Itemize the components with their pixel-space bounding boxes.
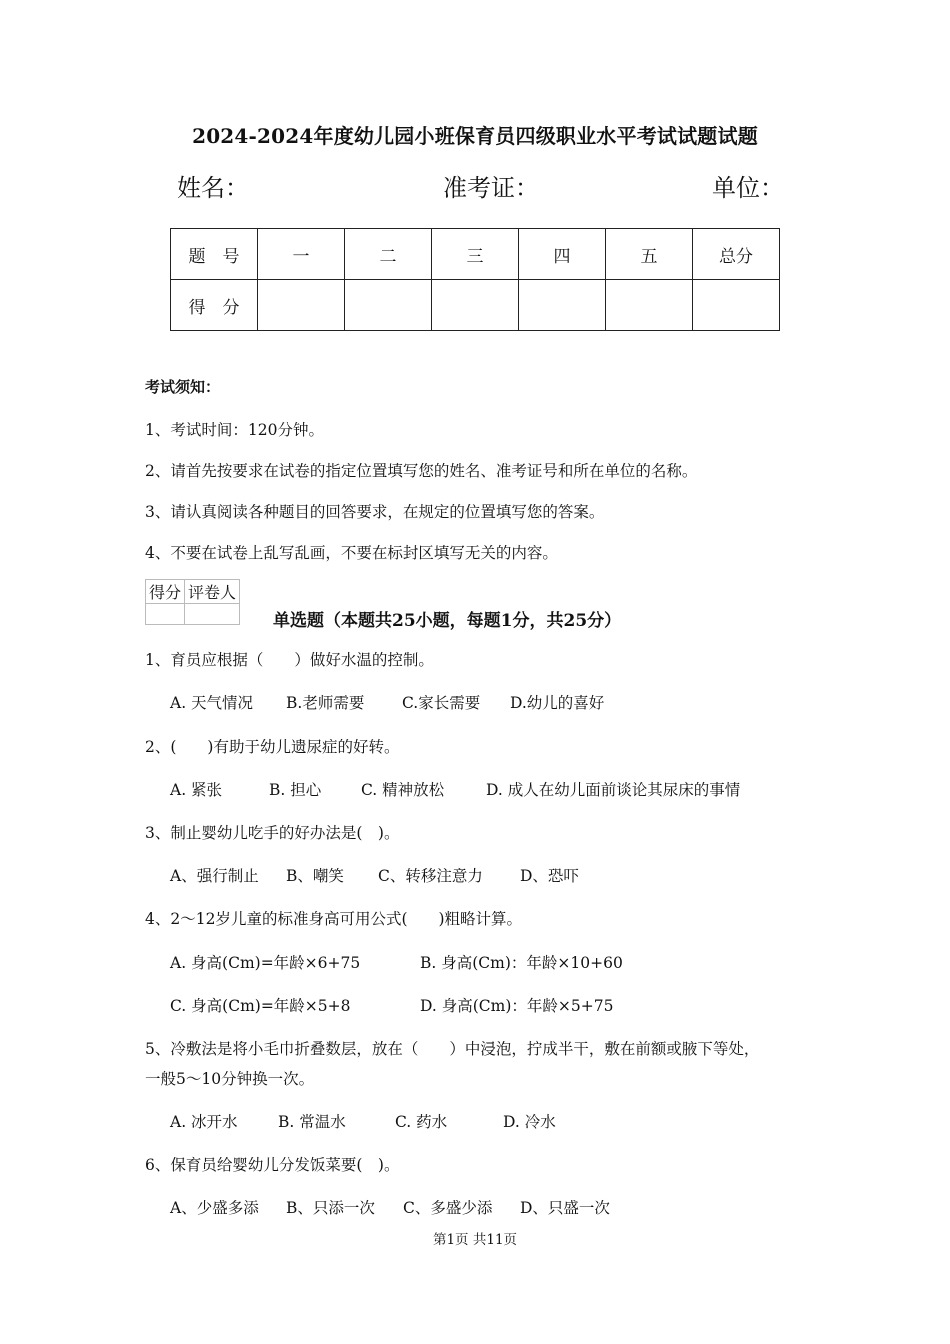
score-cell[interactable] bbox=[693, 280, 780, 331]
score-table bbox=[170, 228, 780, 331]
score-cell[interactable] bbox=[432, 280, 519, 331]
score-header-cell: 题 号 bbox=[171, 229, 258, 280]
option[interactable]: B. 常温水 bbox=[278, 1113, 346, 1131]
grader-name-cell[interactable] bbox=[185, 604, 240, 625]
score-table-score-row bbox=[171, 280, 780, 331]
exam-id-field-label: 准考证： bbox=[443, 174, 539, 202]
score-header-cell: 四 bbox=[519, 229, 606, 280]
option[interactable]: A. 身高(Cm)=年龄×6+75 bbox=[170, 954, 361, 972]
score-table-header-row bbox=[171, 229, 780, 280]
question-text: 1、育员应根据（ ）做好水温的控制。 bbox=[145, 651, 434, 669]
grader-score-label: 得分 bbox=[146, 580, 185, 604]
question-text: 5、冷敷法是将小毛巾折叠数层，放在（ ）中浸泡，拧成半干，敷在前额或腋下等处， bbox=[145, 1040, 760, 1058]
option[interactable]: C. 精神放松 bbox=[361, 781, 445, 799]
option[interactable]: A、强行制止 bbox=[170, 867, 259, 885]
grader-name-label: 评卷人 bbox=[185, 580, 240, 604]
option[interactable]: B、只添一次 bbox=[286, 1199, 375, 1217]
notice-item: 4、不要在试卷上乱写乱画，不要在标封区填写无关的内容。 bbox=[145, 544, 558, 562]
option[interactable]: A、少盛多添 bbox=[170, 1199, 259, 1217]
option[interactable]: A. 天气情况 bbox=[170, 694, 254, 712]
unit-field-label: 单位： bbox=[712, 174, 784, 202]
grader-box bbox=[145, 579, 240, 625]
score-header-cell: 总分 bbox=[693, 229, 780, 280]
option[interactable]: D.幼儿的喜好 bbox=[510, 694, 605, 712]
question-text: 4、2～12岁儿童的标准身高可用公式( )粗略计算。 bbox=[145, 910, 523, 928]
score-header-cell: 三 bbox=[432, 229, 519, 280]
option[interactable]: C、转移注意力 bbox=[378, 867, 483, 885]
option[interactable]: D、恐吓 bbox=[520, 867, 579, 885]
option[interactable]: B.老师需要 bbox=[286, 694, 365, 712]
question-text-continued: 一般5～10分钟换一次。 bbox=[145, 1070, 315, 1088]
score-row-label: 得 分 bbox=[171, 280, 258, 331]
score-header-cell: 二 bbox=[345, 229, 432, 280]
option[interactable]: D、只盛一次 bbox=[520, 1199, 610, 1217]
score-cell[interactable] bbox=[606, 280, 693, 331]
option[interactable]: B. 身高(Cm)：年龄×10+60 bbox=[420, 954, 623, 972]
grader-score-cell[interactable] bbox=[146, 604, 185, 625]
score-header-cell: 五 bbox=[606, 229, 693, 280]
question-text: 2、( )有助于幼儿遗尿症的好转。 bbox=[145, 738, 400, 756]
question-text: 6、保育员给婴幼儿分发饭菜要( )。 bbox=[145, 1156, 400, 1174]
option[interactable]: C. 药水 bbox=[395, 1113, 448, 1131]
score-cell[interactable] bbox=[258, 280, 345, 331]
option[interactable]: C. 身高(Cm)=年龄×5+8 bbox=[170, 997, 351, 1015]
notice-item: 2、请首先按要求在试卷的指定位置填写您的姓名、准考证号和所在单位的名称。 bbox=[145, 462, 698, 480]
option[interactable]: D. 冷水 bbox=[503, 1113, 556, 1131]
score-cell[interactable] bbox=[519, 280, 606, 331]
score-cell[interactable] bbox=[345, 280, 432, 331]
option[interactable]: A. 冰开水 bbox=[170, 1113, 238, 1131]
notice-item: 1、考试时间：120分钟。 bbox=[145, 421, 324, 439]
option[interactable]: C.家长需要 bbox=[402, 694, 481, 712]
option[interactable]: C、多盛少添 bbox=[403, 1199, 493, 1217]
option[interactable]: D. 成人在幼儿面前谈论其尿床的事情 bbox=[486, 781, 741, 799]
section-title: 单选题（本题共25小题，每题1分，共25分） bbox=[273, 611, 622, 631]
page-footer: 第1页 共11页 bbox=[432, 1232, 518, 1248]
notice-heading: 考试须知： bbox=[145, 378, 221, 396]
option[interactable]: D. 身高(Cm)：年龄×5+75 bbox=[420, 997, 614, 1015]
score-header-cell: 一 bbox=[258, 229, 345, 280]
option[interactable]: B、嘲笑 bbox=[286, 867, 344, 885]
document-title: 2024-2024年度幼儿园小班保育员四级职业水平考试试题试题 bbox=[192, 124, 758, 148]
notice-item: 3、请认真阅读各种题目的回答要求，在规定的位置填写您的答案。 bbox=[145, 503, 605, 521]
question-text: 3、制止婴幼儿吃手的好办法是( )。 bbox=[145, 824, 400, 842]
option[interactable]: B. 担心 bbox=[269, 781, 322, 799]
name-field-label: 姓名： bbox=[177, 174, 249, 202]
option[interactable]: A. 紧张 bbox=[170, 781, 223, 799]
